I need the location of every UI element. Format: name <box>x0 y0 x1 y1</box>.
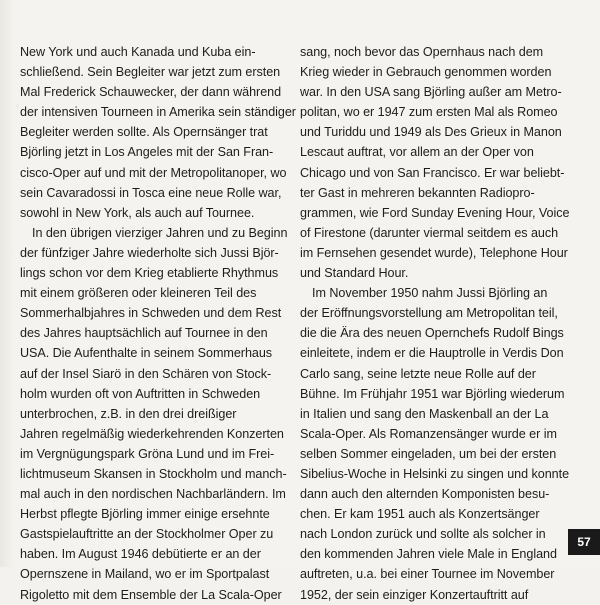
text-line: cisco-Oper auf und mit der Metropolitanoper, wo <box>20 165 287 180</box>
text-line: und Standard Hour. <box>300 266 409 281</box>
text-line: Bühne. Im Frühjahr 1951 war Björling wiederum <box>300 386 565 401</box>
text-line: grammen, wie Ford Sunday Evening Hour, Voice <box>300 205 570 220</box>
text-line: der intensiven Tourneen in Amerika sein ständiger <box>20 105 296 120</box>
left-text-column <box>20 42 296 605</box>
text-line: USA. Die Aufenthalte in seinem Sommerhaus <box>20 346 273 361</box>
text-line: Chicago und von San Francisco. Er war beliebt- <box>300 165 565 180</box>
text-line: Opernszene in Mailand, wo er im Sportpalast <box>20 567 270 582</box>
text-line: im Fernsehen gesendet wurde), Telephone Hour <box>300 245 568 260</box>
text-line: of Firestone (darunter viermal seitdem es auch <box>300 225 559 240</box>
text-line: ter Gast in mehreren bekannten Radiopro- <box>300 185 535 200</box>
text-line: dann auch den alternden Komponisten besu- <box>300 487 550 502</box>
text-line: sein Cavaradossi in Tosca eine neue Rolle war, <box>20 185 282 200</box>
text-line: im Vergnügungspark Gröna Lund und im Frei- <box>20 446 275 461</box>
text-line: nach London zurück und sollte als solcher in <box>300 527 546 542</box>
text-line: auf der Insel Siarö in den Schären von Stock- <box>20 366 272 381</box>
text-line: haben. Im August 1946 debütierte er an der <box>20 547 261 562</box>
text-line: Carlo sang, seine letzte neue Rolle auf der <box>300 366 536 381</box>
text-line: auftreten, u.a. bei einer Tournee im November <box>300 567 555 582</box>
text-line: Rigoletto mit dem Ensemble der La Scala-Oper <box>20 587 282 602</box>
text-line: Jahren regelmäßig wiederkehrenden Konzerten <box>20 426 284 441</box>
text-line: lings schon vor dem Krieg etablierte Rhythmus <box>20 266 279 281</box>
text-line: Begleiter werden sollte. Als Opernsänger trat <box>20 125 268 140</box>
text-line: selben Sommer eingeladen, um bei der ersten <box>300 446 557 461</box>
text-line: In den übrigen vierziger Jahren und zu Beginn <box>32 225 288 240</box>
text-line: New York und auch Kanada und Kuba ein- <box>20 45 256 59</box>
text-line: Sibelius-Woche in Helsinki zu singen und konnte <box>300 466 570 481</box>
text-line: lichtmuseum Skansen in Stockholm und manch- <box>20 466 287 481</box>
text-line: mit einem größeren oder kleineren Teil des <box>20 286 257 301</box>
text-line: des Jahres hauptsächlich auf Tournee in den <box>20 326 268 341</box>
text-line: Im November 1950 nahm Jussi Björling an <box>312 286 548 301</box>
text-line: der Eröffnungsvorstellung am Metropolitan teil, <box>300 306 558 321</box>
text-line: chen. Er kam 1951 auch als Konzertsänger <box>300 507 540 522</box>
text-line: unterbrochen, z.B. in den drei dreißiger <box>20 406 237 421</box>
text-line: Lescaut auftrat, vor allem an der Oper von <box>300 145 534 160</box>
text-line: in Italien und sang den Maskenball an der La <box>300 406 549 421</box>
text-line: Björling jetzt in Los Angeles mit der San Fran- <box>20 145 274 160</box>
text-line: Krieg wieder in Gebrauch genommen worden <box>300 65 552 80</box>
right-text-column <box>300 42 572 605</box>
text-line: sang, noch bevor das Opernhaus nach dem <box>300 45 544 59</box>
text-line: Scala-Oper. Als Romanzensänger wurde er im <box>300 426 557 441</box>
text-line: und Turiddu und 1949 als Des Grieux in Manon <box>300 125 562 140</box>
text-line: 1952, der sein einziger Konzertauftritt auf <box>300 587 529 602</box>
text-line: die die Ära des neuen Opernchefs Rudolf Bings <box>300 326 564 341</box>
text-line: schließend. Sein Begleiter war jetzt zum ersten <box>20 65 281 80</box>
text-line: politan, wo er 1947 zum ersten Mal als Romeo <box>300 105 558 120</box>
text-line: mal auch in den nordischen Nachbarländern. Im <box>20 487 286 502</box>
text-line: holm wurden oft von Auftritten in Schweden <box>20 386 261 401</box>
text-line: der fünfziger Jahre wiederholte sich Jussi Björ- <box>20 245 279 260</box>
text-line: einleitete, indem er die Hauptrolle in Verdis Don <box>300 346 564 361</box>
text-line: war. In den USA sang Björling außer am Metro- <box>300 85 562 100</box>
text-line: Gastspielauftritte an der Stockholmer Oper zu <box>20 527 274 542</box>
text-line: den kommenden Jahren viele Male in England <box>300 547 557 562</box>
text-line: Mal Frederick Schauwecker, der dann während <box>20 85 282 100</box>
text-line: Sommerhalbjahres in Schweden und dem Rest <box>20 306 282 321</box>
text-line: Herbst pflegte Björling immer einige ersehnte <box>20 507 270 522</box>
text-line: sowohl in New York, als auch auf Tournee. <box>20 205 255 220</box>
page-number: 57 <box>568 529 600 555</box>
